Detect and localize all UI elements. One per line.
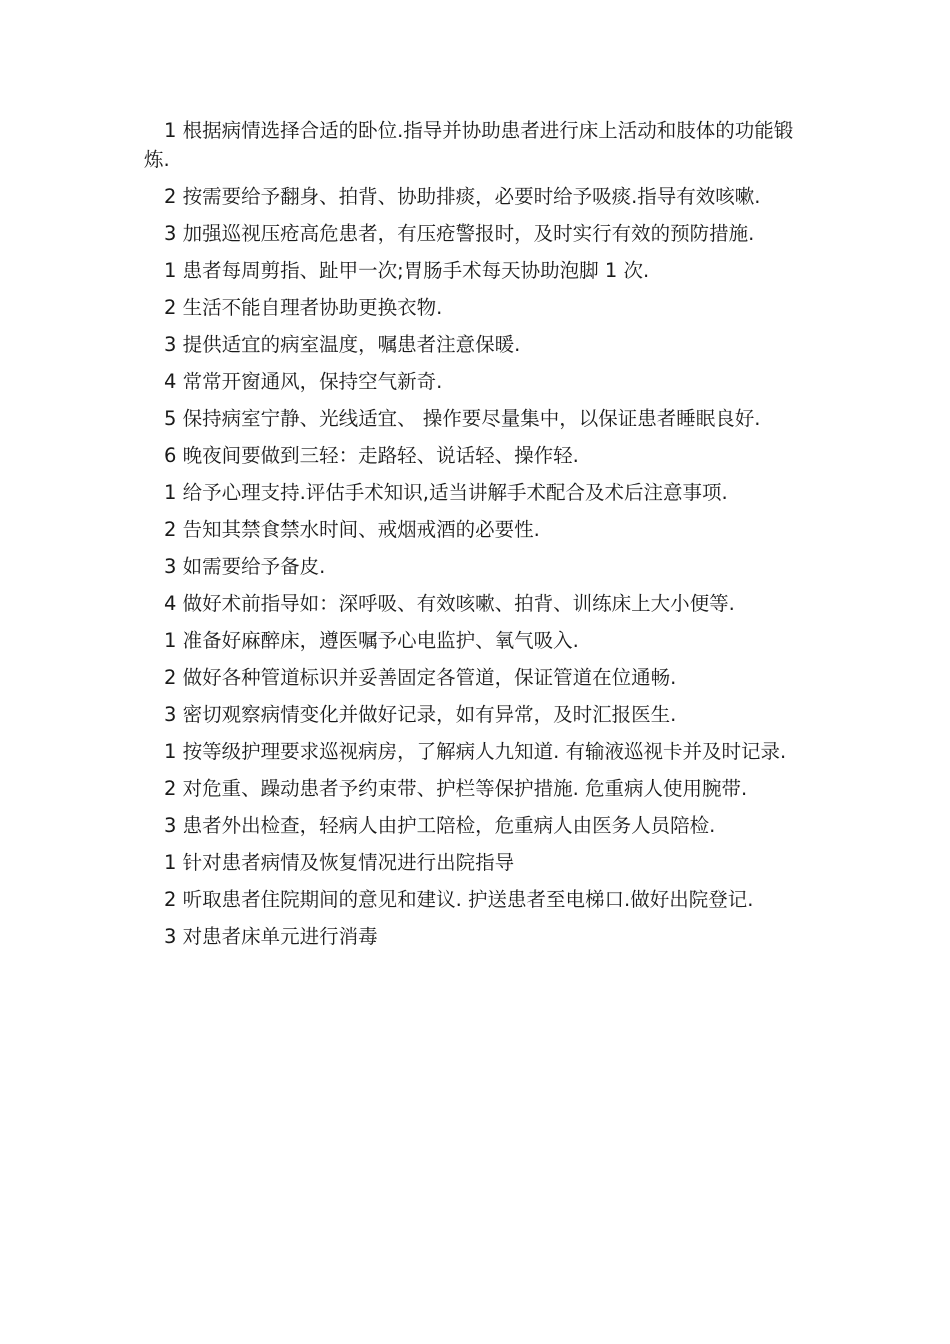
paragraph: 3 患者外出检查，轻病人由护工陪检，危重病人由医务人员陪检. (164, 814, 716, 837)
paragraph: 3 对患者床单元进行消毒 (164, 925, 378, 948)
document-body (144, 116, 814, 959)
paragraph: 2 听取患者住院期间的意见和建议. 护送患者至电梯口.做好出院登记. (164, 888, 754, 911)
paragraph: 5 保持病室宁静、光线适宜、 操作要尽量集中，以保证患者睡眠良好. (164, 407, 761, 430)
paragraph: 1 患者每周剪指、趾甲一次;胃肠手术每天协助泡脚 1 次. (164, 259, 650, 282)
paragraph: 1 准备好麻醉床，遵医嘱予心电监护、氧气吸入. (164, 629, 579, 652)
paragraph: 1 针对患者病情及恢复情况进行出院指导 (164, 851, 515, 874)
paragraph: 1 给予心理支持.评估手术知识,适当讲解手术配合及术后注意事项. (164, 481, 728, 504)
paragraph: 3 如需要给予备皮. (164, 555, 326, 578)
paragraph: 3 提供适宜的病室温度，嘱患者注意保暖. (164, 333, 521, 356)
paragraph: 6 晚夜间要做到三轻：走路轻、说话轻、操作轻. (164, 444, 579, 467)
paragraph: 1 按等级护理要求巡视病房，了解病人九知道. 有输液巡视卡并及时记录. (164, 740, 787, 763)
paragraph: 2 告知其禁食禁水时间、戒烟戒酒的必要性. (164, 518, 540, 541)
paragraph: 2 按需要给予翻身、拍背、协助排痰，必要时给予吸痰.指导有效咳嗽. (164, 185, 761, 208)
paragraph: 3 加强巡视压疮高危患者，有压疮警报时，及时实行有效的预防措施. (164, 222, 755, 245)
paragraph: 2 对危重、躁动患者予约束带、护栏等保护措施. 危重病人使用腕带. (164, 777, 748, 800)
paragraph: 3 密切观察病情变化并做好记录，如有异常，及时汇报医生. (164, 703, 677, 726)
paragraph: 2 生活不能自理者协助更换衣物. (164, 296, 443, 319)
paragraph: 4 做好术前指导如：深呼吸、有效咳嗽、拍背、训练床上大小便等. (164, 592, 735, 615)
paragraph: 4 常常开窗通风，保持空气新奇. (164, 370, 443, 393)
paragraph: 1 根据病情选择合适的卧位.指导并协助患者进行床上活动和肢体的功能锻炼. (144, 119, 794, 171)
paragraph: 2 做好各种管道标识并妥善固定各管道，保证管道在位通畅. (164, 666, 677, 689)
